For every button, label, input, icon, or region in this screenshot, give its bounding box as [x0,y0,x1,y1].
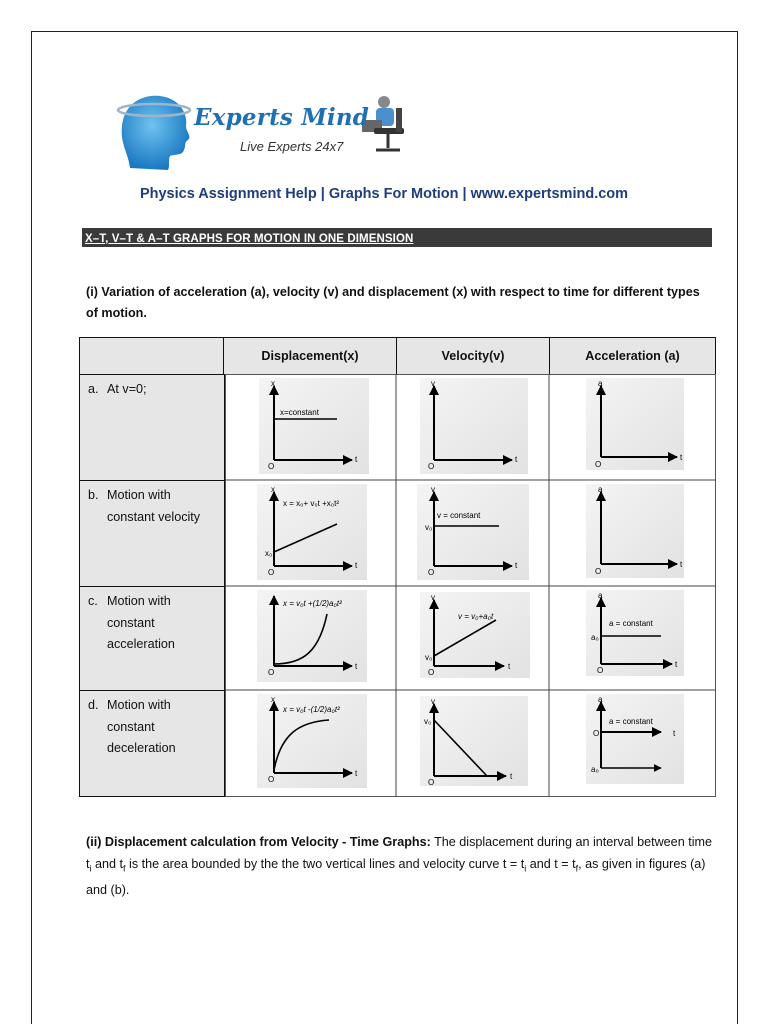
section-title: X–T, V–T & A–T GRAPHS FOR MOTION IN ONE DIMENSION [85,233,414,245]
graph-label: x₀ [265,549,273,558]
para-text: , as given in figures (a) and (b). [86,856,706,897]
axis-label: a [598,379,603,388]
motion-graphs [225,374,716,797]
graph-label: x = v₀t -(1/2)a₀t² [283,705,340,714]
graph-a-velocity [420,378,528,474]
row-index: a. [88,382,99,396]
graph-label: v₀ [425,653,433,662]
axis-label: t [680,560,683,569]
origin-label: O [268,775,275,784]
row-index: b. [88,488,99,502]
table-row-label [79,690,225,797]
graph-a-acceleration [586,378,684,470]
para-text: and t [91,856,124,871]
para-text: The displacement during an interval between time t [86,835,712,871]
para-sub: f [123,863,126,874]
graph-label: a₀ [591,633,599,642]
table-header-velocity: Velocity(v) [396,337,550,375]
axis-label: x [271,485,275,494]
para-text: and t = t [526,856,576,871]
table-row-label [79,374,225,481]
graph-label: x = x₀+ v₀t +x₀t² [283,499,339,508]
origin-label: O [268,568,275,577]
origin-label: O [428,778,435,787]
table-row-label [79,480,225,587]
graph-c-displacement [257,590,367,682]
row-label: Motion with constant deceleration [107,698,176,755]
graph-label: a = constant [609,717,653,726]
row-label: At v=0; [107,382,147,396]
axis-label: v [431,697,435,706]
graph-d-velocity [420,696,528,787]
axis-label: t [510,772,513,781]
row-index: d. [88,698,99,712]
origin-label: O [595,460,602,469]
table-row-label [79,586,225,691]
row-label: Motion with constant velocity [107,488,201,524]
axis-label: a [598,591,603,600]
table-header-empty [79,337,225,375]
row-label: Motion with constant acceleration [107,594,175,651]
graph-d-acceleration [586,694,684,784]
graph-label: v₀ [424,717,432,726]
axis-label: x [271,379,275,388]
graph-b-displacement [257,484,367,580]
axis-label: v [431,379,435,388]
origin-label: O [593,729,600,738]
graph-label: x = v₀t +(1/2)a₀t² [283,599,342,608]
page-header: Physics Assignment Help | Graphs For Motion | www.expertsmind.com [139,186,629,202]
experts-mind-logo [112,86,412,176]
graph-label: a = constant [609,619,653,628]
axis-label: t [515,561,518,570]
origin-label: O [268,668,275,677]
axis-label: x [271,695,275,704]
axis-label: v [431,593,435,602]
graph-label: v₀ [425,523,433,532]
axis-label: t [680,453,683,462]
axis-label: t [508,662,511,671]
graph-b-velocity [417,484,529,580]
intro-text: (i) Variation of acceleration (a), velocity (v) and displacement (x) with respect to time for different types of motion. [86,285,700,320]
header-part-3: www.expertsmind.com [470,186,629,202]
origin-label: O [595,567,602,576]
graph-c-acceleration [586,590,684,676]
axis-label: t [675,660,678,669]
graph-label: v = constant [437,511,481,520]
graph-a-displacement [259,378,369,474]
origin-label: O [268,462,275,471]
para-sub: i [524,863,527,874]
axis-label: a [598,485,603,494]
axis-label: t [515,455,518,464]
para-text: is the area bounded by the the two vertical lines and velocity curve t = t [125,856,525,871]
graph-label: v = v₀+a₀t [458,612,494,621]
origin-label: O [428,668,435,677]
header-part-2: Graphs For Motion [328,186,459,202]
axis-label: t [355,662,358,671]
graph-label: x=constant [280,408,319,417]
para-bold: (ii) Displacement calculation from Velocity - Time Graphs: [86,835,431,849]
origin-label: O [428,462,435,471]
axis-label: t [355,769,358,778]
graph-d-displacement [257,694,367,788]
logo-tagline: Live Experts 24x7 [240,139,344,154]
table-header-displacement: Displacement(x) [223,337,397,375]
displacement-paragraph [86,832,716,901]
graph-label: a₀ [591,765,599,774]
axis-label: t [673,729,676,738]
axis-label: t [355,455,358,464]
axis-label: v [431,485,435,494]
graph-b-acceleration [586,484,684,578]
axis-label: t [355,561,358,570]
axis-label: a [598,695,603,704]
origin-label: O [428,568,435,577]
logo-title: Experts Mind [194,104,370,131]
table-header-acceleration: Acceleration (a) [549,337,716,375]
row-index: c. [88,594,98,608]
para-sub: i [89,863,92,874]
header-part-1: Physics Assignment Help [139,186,317,202]
motion-graphs-table [79,337,716,797]
origin-label: O [597,666,604,675]
para-sub: f [575,863,579,874]
graph-c-velocity [420,592,530,678]
